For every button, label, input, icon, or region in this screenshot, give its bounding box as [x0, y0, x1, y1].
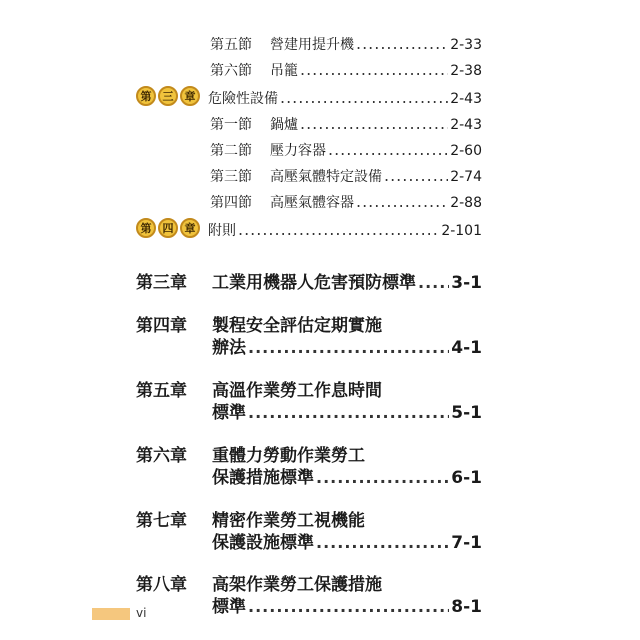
- leader-dots: [328, 140, 448, 159]
- chapter-title: 工業用機器人危害預防標準: [212, 273, 416, 293]
- leader-dots: [248, 403, 449, 422]
- chapter-number: 第四章: [136, 316, 187, 336]
- page-number: 2-101: [441, 223, 482, 239]
- badge-circle: 章: [180, 86, 200, 106]
- part-heading: [208, 88, 482, 108]
- page-number: 2-33: [450, 37, 482, 53]
- chapter-number: 第八章: [136, 575, 187, 595]
- chapter-title-cont: 標準: [212, 403, 246, 423]
- leader-dots: [418, 273, 449, 292]
- section-title: 高壓氣體特定設備: [270, 169, 382, 185]
- leader-dots: [238, 220, 439, 239]
- chapter-title: 精密作業勞工視機能: [212, 511, 365, 531]
- chapter-line: [212, 333, 482, 358]
- leader-dots: [300, 60, 448, 79]
- leader-dots: [356, 34, 448, 53]
- chapter-title-cont: 辦法: [212, 338, 246, 358]
- section-number: 第一節: [210, 117, 252, 133]
- part-heading: [208, 220, 482, 240]
- chapter-line: [212, 268, 482, 293]
- chapter-title: 製程安全評估定期實施: [212, 316, 382, 336]
- toc-entry: [210, 60, 482, 80]
- toc-entry: [210, 114, 482, 134]
- section-number: 第二節: [210, 143, 252, 159]
- page-number: 4-1: [451, 338, 482, 358]
- toc-entry: [210, 192, 482, 212]
- leader-dots: [316, 533, 449, 552]
- toc-entry: [210, 34, 482, 54]
- badge-circle: 三: [158, 86, 178, 106]
- badge-circle: 第: [136, 86, 156, 106]
- chapter-number: 第五章: [136, 381, 187, 401]
- chapter-title: 高架作業勞工保護措施: [212, 575, 382, 595]
- section-title: 吊籠: [270, 63, 298, 79]
- chapter-title: 重體力勞動作業勞工: [212, 446, 365, 466]
- chapter-line: [212, 592, 482, 617]
- leader-dots: [384, 166, 448, 185]
- badge-circle: 四: [158, 218, 178, 238]
- part-badge: [136, 218, 200, 238]
- chapter-number: 第七章: [136, 511, 187, 531]
- toc-entry: [210, 140, 482, 160]
- page-number: 3-1: [451, 273, 482, 293]
- chapter-line: [212, 398, 482, 423]
- leader-dots: [300, 114, 448, 133]
- part-title: 附則: [208, 223, 236, 239]
- page-number: 6-1: [451, 468, 482, 488]
- chapter-title-cont: 保護設施標準: [212, 533, 314, 553]
- section-number: 第四節: [210, 195, 252, 211]
- page-number: 2-43: [450, 91, 482, 107]
- footer-bar: [92, 608, 130, 620]
- section-number: 第六節: [210, 63, 252, 79]
- leader-dots: [248, 597, 449, 616]
- chapter-number: 第六章: [136, 446, 187, 466]
- leader-dots: [248, 338, 449, 357]
- toc-entry: [210, 166, 482, 186]
- page-number: 2-88: [450, 195, 482, 211]
- chapter-number: 第三章: [136, 273, 187, 293]
- leader-dots: [356, 192, 448, 211]
- footer-page-number: vi: [136, 606, 147, 620]
- chapter-title-cont: 保護措施標準: [212, 468, 314, 488]
- section-title: 高壓氣體容器: [270, 195, 354, 211]
- chapter-line: [212, 463, 482, 488]
- section-title: 鍋爐: [270, 117, 298, 133]
- part-title: 危險性設備: [208, 91, 278, 107]
- badge-circle: 第: [136, 218, 156, 238]
- section-number: 第三節: [210, 169, 252, 185]
- section-title: 營建用提升機: [270, 37, 354, 53]
- section-number: 第五節: [210, 37, 252, 53]
- chapter-line: [212, 528, 482, 553]
- page-number: 5-1: [451, 403, 482, 423]
- page-number: 2-60: [450, 143, 482, 159]
- chapter-title: 高溫作業勞工作息時間: [212, 381, 382, 401]
- chapter-title-cont: 標準: [212, 597, 246, 617]
- page-number: 7-1: [451, 533, 482, 553]
- badge-circle: 章: [180, 218, 200, 238]
- leader-dots: [316, 468, 449, 487]
- page-number: 2-43: [450, 117, 482, 133]
- section-title: 壓力容器: [270, 143, 326, 159]
- leader-dots: [280, 88, 448, 107]
- page-number: 8-1: [451, 597, 482, 617]
- page-number: 2-38: [450, 63, 482, 79]
- part-badge: [136, 86, 200, 106]
- page-number: 2-74: [450, 169, 482, 185]
